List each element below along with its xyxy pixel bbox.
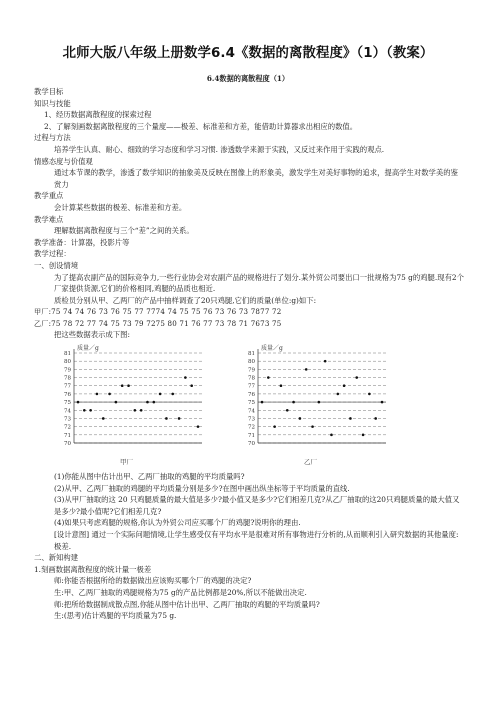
lines-line: 教学目标 — [34, 87, 64, 96]
y-tick-label: 75 — [64, 400, 71, 407]
data-point — [178, 417, 181, 420]
data-point — [261, 401, 264, 404]
lines-line: 情感态度与价值观 — [34, 156, 93, 166]
y-tick-label: 76 — [248, 391, 255, 398]
y-tick-label: 72 — [64, 424, 71, 431]
y-axis-label: 质量／g — [261, 345, 283, 353]
data-point — [108, 393, 111, 396]
lines-line: 1、经历数据离散程度的探索过程 — [44, 110, 152, 120]
y-tick-label: 75 — [248, 400, 255, 407]
y-tick-label: 81 — [64, 351, 71, 358]
post_lines-line: (4)如果只考虑鸡腿的规格,你认为外贸公司应买哪个厂的鸡腿?说明你的理由. — [54, 518, 301, 528]
lines-line: 会计算某些数据的极差、标准差和方差。 — [54, 202, 187, 212]
data-point — [184, 376, 187, 379]
y-tick-label: 77 — [248, 383, 255, 390]
data-point — [299, 417, 302, 420]
data-point — [336, 393, 339, 396]
data-point — [121, 384, 124, 387]
y-tick-label: 78 — [64, 375, 71, 382]
data-point — [292, 401, 295, 404]
data-point — [324, 360, 327, 363]
lines-line: 知识与技能 — [34, 98, 71, 108]
data-point — [318, 401, 321, 404]
data-point — [102, 417, 105, 420]
lines-line: 通过本节课的教学，渗透了数学知识的抽象美及反映在图像上的形象美，激发学生对美好事物的追求，提高学生对数学美的鉴赏力 — [54, 168, 458, 189]
y-tick-label: 81 — [248, 351, 255, 358]
y-tick-label: 78 — [248, 375, 255, 382]
data-point — [190, 384, 193, 387]
chart-jia-panel — [52, 343, 212, 453]
chart-yi-caption: 乙厂 — [304, 458, 317, 467]
y-tick-label: 73 — [248, 416, 255, 423]
post_lines-line: [设计意图] 通过一个实际问题情境,让学生感受仅有平均水平是很难对所有事物进行分析的,从而顺利引入研究数据的其他量度:极差. — [54, 530, 459, 551]
data-point — [267, 376, 270, 379]
data-point — [273, 425, 276, 428]
lines-line: 教学准备：计算器，投影片等 — [34, 237, 130, 247]
post_lines-line: (2)从甲、乙两厂抽取的鸡腿的平均质量分别是多少?在图中画出纵坐标等于平均质量的直线. — [54, 483, 350, 493]
data-point — [374, 417, 377, 420]
data-line-jia: 甲厂:75 74 74 76 73 76 75 77 7774 74 75 75 76 73 76 73 7877 72 — [34, 307, 282, 317]
y-tick-label: 76 — [64, 391, 71, 398]
post_lines-line: (3)从甲厂抽取的这 20 只鸡腿质量的最大值是多少?最小值又是多少?它们相差几克?从乙厂抽取的这20只鸡腿质量的最大值又是多少?最小值呢?它们相差几克? — [54, 495, 460, 516]
y-tick-label: 80 — [248, 359, 255, 366]
data-point — [280, 384, 283, 387]
lesson-plan-section — [34, 86, 464, 306]
lines-line: 教学过程： — [34, 249, 71, 259]
data-point — [127, 384, 130, 387]
data-point — [305, 368, 308, 371]
post_lines-line: 二、新知构建 — [34, 553, 79, 563]
post_lines-line: 生:(思考)估计鸡腿的平均质量为75 g. — [54, 611, 177, 621]
data-point — [381, 401, 384, 404]
y-axis-label: 质量／g — [77, 345, 99, 353]
data-point — [159, 393, 162, 396]
y-tick-label: 77 — [64, 383, 71, 390]
y-tick-label: 74 — [64, 408, 71, 415]
lines-line: 一、创设情境 — [34, 260, 79, 270]
data-line-yi: 乙厂:75 78 72 77 74 75 73 79 7275 80 71 76 77 73 78 71 7673 75 — [34, 318, 282, 328]
data-point — [152, 401, 155, 404]
y-tick-label: 70 — [64, 441, 71, 448]
chart-intro-text: 把这些数据表示成下图: — [54, 330, 130, 340]
data-point — [140, 409, 143, 412]
y-tick-label: 80 — [64, 359, 71, 366]
y-tick-label: 72 — [248, 424, 255, 431]
data-point — [115, 401, 118, 404]
y-tick-label: 70 — [248, 441, 255, 448]
chart-yi-panel — [236, 343, 396, 453]
data-point — [77, 401, 80, 404]
lines-line: 为了提高农副产品的国际竞争力,一些行业协会对农副产品的规格进行了划分.某外贸公司要出口一批规格为75 g的鸡腿.现有2个厂家提供货源,它们的价格相同,鸡腿的品质也相近. — [54, 272, 464, 294]
y-tick-label: 71 — [248, 432, 255, 439]
data-point — [171, 393, 174, 396]
document-body — [34, 86, 464, 622]
data-point — [134, 409, 137, 412]
data-point — [343, 384, 346, 387]
data-point — [146, 401, 149, 404]
y-tick-label: 79 — [64, 367, 71, 374]
data-point — [311, 425, 314, 428]
scatter-charts — [34, 343, 464, 471]
post_lines-line: 师:把所给数据制成散点图,你能从图中估计出甲、乙两厂抽取的鸡腿的平均质量吗? — [54, 599, 320, 609]
post_lines-line: (1)你能从图中估计出甲、乙两厂抽取的鸡腿的平均质量吗? — [54, 472, 245, 482]
post_lines-line: 1.刻画数据离散程度的统计量一极差 — [34, 564, 152, 574]
lines-line: 2、了解刻画数据离散程度的三个量度——极差、标准差和方差，能借助计算器求出相应的数值。 — [44, 121, 358, 131]
data-point — [362, 434, 365, 437]
data-point — [355, 376, 358, 379]
chart-jia-caption: 甲厂 — [120, 458, 133, 467]
data-point — [368, 393, 371, 396]
lines-line: 理解数据离散程度与三个“差”之间的关系。 — [54, 226, 194, 236]
post_lines-line: 生:甲、乙两厂抽取的鸡腿规格为75 g的产品比例都是20%,所以不能做出决定. — [54, 588, 307, 597]
lines-line: 质检员分别从甲、乙两厂的产品中抽样调查了20只鸡腿,它们的质量(单位:g)如下: — [54, 295, 317, 305]
data-point — [286, 409, 289, 412]
lines-line: 教学重点 — [34, 191, 64, 201]
y-tick-label: 73 — [64, 416, 71, 423]
questions-section — [34, 471, 464, 622]
y-tick-label: 74 — [248, 408, 255, 415]
y-tick-label: 71 — [64, 432, 71, 439]
post_lines-line: 师:你能否根据所给的数据做出应该购买哪个厂的鸡腿的决定? — [54, 576, 252, 586]
document-title: 北师大版八年级上册数学6.4《数据的离散程度》（1）（教案） — [62, 46, 434, 61]
lines-line: 培养学生认真、耐心、细致的学习态度和学习习惯. 渗透数学来源于实践，又反过来作用于实践的观点. — [54, 144, 385, 154]
chart-yi — [236, 343, 396, 453]
lines-line: 教学难点 — [34, 214, 64, 224]
y-tick-label: 79 — [248, 367, 255, 374]
data-point — [330, 434, 333, 437]
lesson-subtitle: 6.4数据的离散程度（1） — [206, 74, 290, 83]
data-point — [83, 409, 86, 412]
data-point — [89, 409, 92, 412]
data-point — [349, 417, 352, 420]
data-point — [96, 393, 99, 396]
data-point — [197, 425, 200, 428]
lines-line: 过程与方法 — [34, 133, 71, 143]
chart-jia — [52, 343, 212, 453]
data-point — [165, 417, 168, 420]
